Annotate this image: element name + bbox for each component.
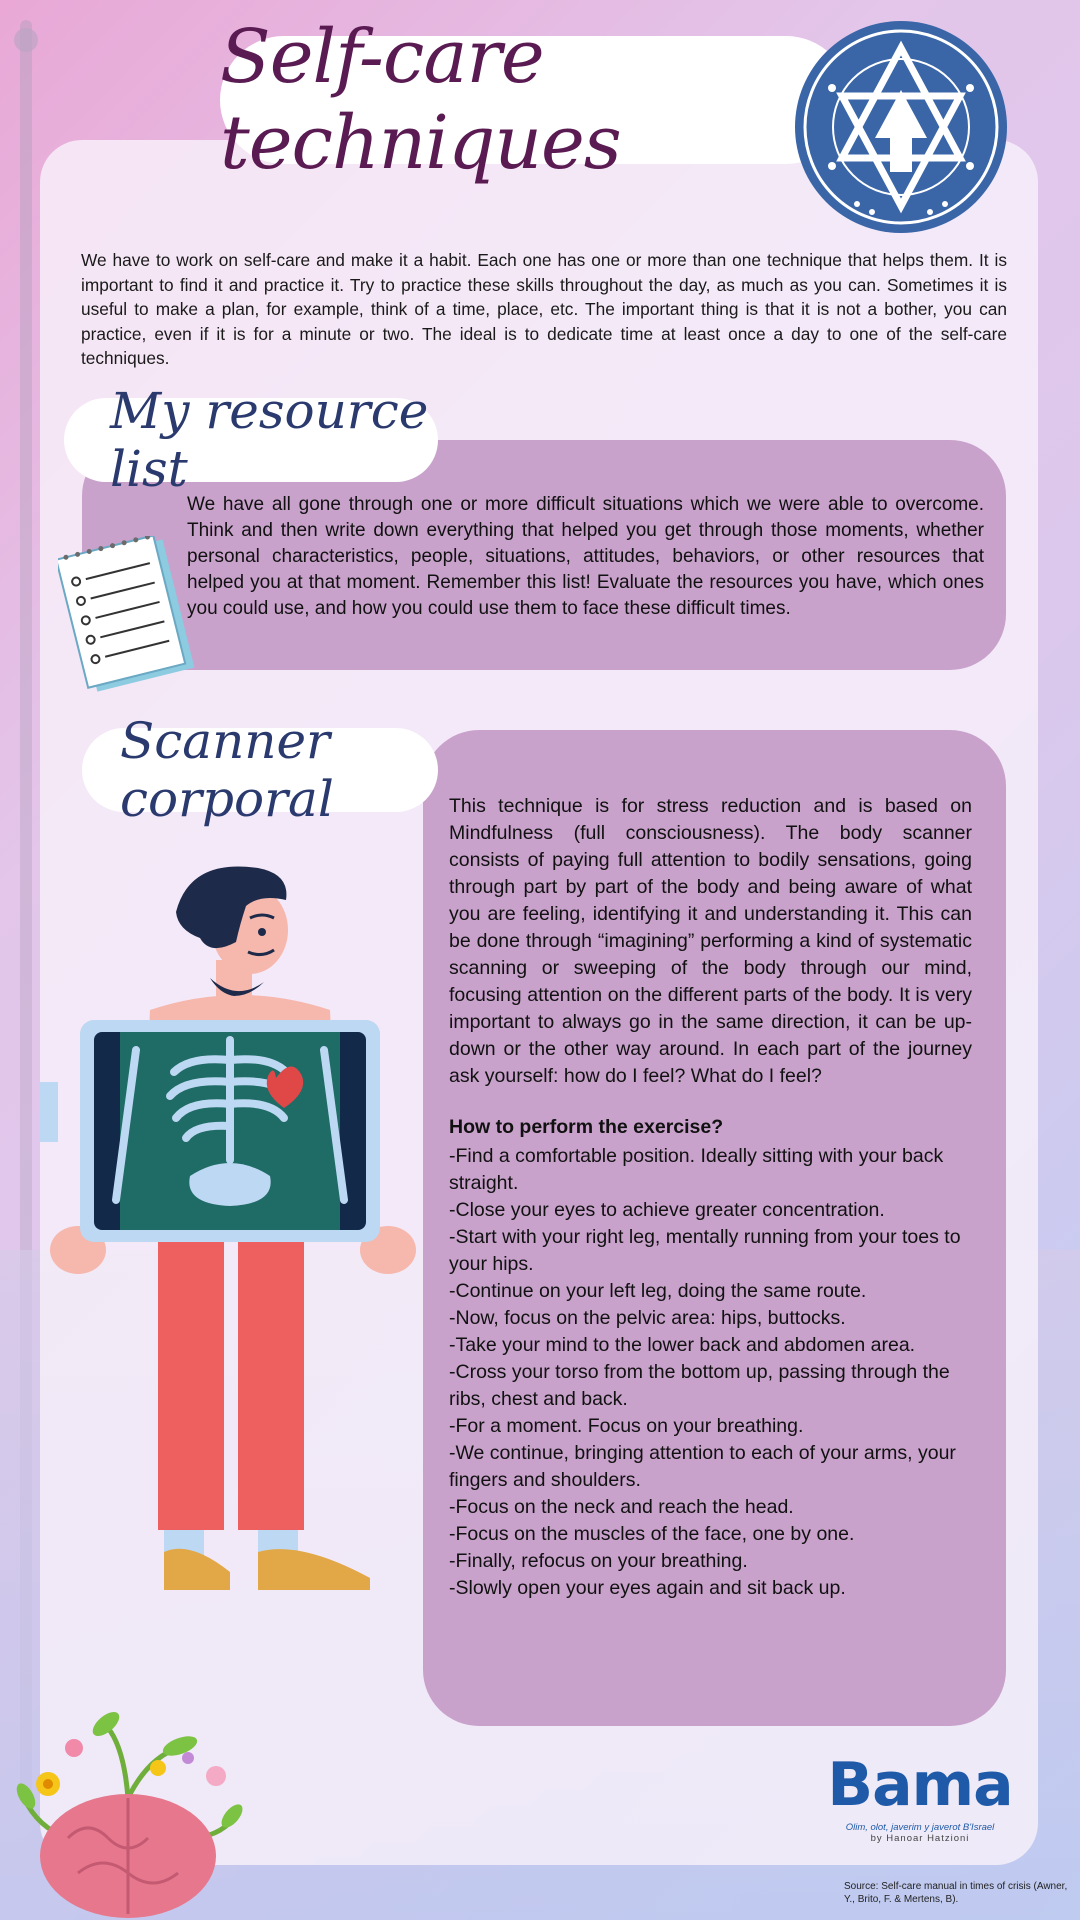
step-item: -Now, focus on the pelvic area: hips, buttocks.: [449, 1307, 846, 1329]
steps-title: How to perform the exercise?: [449, 1116, 724, 1138]
resource-list-heading: My resource list: [110, 382, 429, 498]
step-item: -Slowly open your eyes again and sit back up.: [449, 1577, 846, 1599]
step-item: -Continue on your left leg, doing the same route.: [449, 1280, 867, 1302]
hanoar-emblem-icon: [792, 18, 1010, 236]
source-citation: Source: Self-care manual in times of crisis (Awner, Y., Brito, F. & Mertens, B).: [844, 1881, 1068, 1905]
step-item: -Find a comfortable position. Ideally sitting with your back straight.: [449, 1145, 944, 1194]
step-item: -Start with your right leg, mentally running from your toes to your hips.: [449, 1226, 961, 1275]
resource-list-banner: [64, 382, 438, 498]
step-item: -We continue, bringing attention to each of your arms, your fingers and shoulders.: [449, 1442, 956, 1491]
bama-wordmark: Bama: [827, 1750, 1013, 1820]
resource-list-paragraph: We have all gone through one or more difficult situations which we were able to overcome. Think and then write down everything that helped you get through those moments, whether personal characteristics, people, situations, attitudes, behaviors, or other resources that helped you at that moment. Remember this list! Evaluate the resources you have, which ones you could use, and how you could use them to face these difficult times.: [187, 494, 984, 619]
notepad-icon: [58, 536, 198, 696]
step-item: -Close your eyes to achieve greater concentration.: [449, 1199, 885, 1221]
step-item: -For a moment. Focus on your breathing.: [449, 1415, 804, 1437]
body-scanner-banner: [82, 712, 438, 828]
step-item: -Focus on the neck and reach the head.: [449, 1496, 794, 1518]
bama-logo: [820, 1750, 1020, 1870]
step-item: -Cross your torso from the bottom up, passing through the ribs, chest and back.: [449, 1361, 950, 1410]
step-item: -Take your mind to the lower back and abdomen area.: [449, 1334, 916, 1356]
steps-list: [449, 1143, 972, 1602]
intro-paragraph: We have to work on self-care and make it a habit. Each one has one or more than one technique that helps them. It is important to find it and practice it. Try to practice these skills throughout the day, as much as you can. Sometimes it is useful to make a plan, for example, think of a time, place, etc. The important thing is that it is not a bother, you can practice, even if it is for a minute or two. The ideal is to dedicate time at least once a day to one of the self-care techniques.: [81, 250, 1007, 368]
xray-person-illustration: [40, 860, 430, 1620]
step-item: -Finally, refocus on your breathing.: [449, 1550, 748, 1572]
brain-plant-illustration: [8, 1688, 248, 1920]
bama-byline: by Hanoar Hatzioni: [870, 1833, 970, 1844]
background-flagpole-top: [14, 28, 38, 52]
bama-tagline: Olim, olot, javerim y javerot B'Israel: [845, 1822, 995, 1833]
title-banner: [220, 14, 850, 186]
step-item: -Focus on the muscles of the face, one by one.: [449, 1523, 855, 1545]
body-scanner-description: [449, 793, 972, 1090]
body-scanner-paragraph: This technique is for stress reduction and is based on Mindfulness (full consciousness). The body scanner consists of paying full attention to bodily sensations, going through part by part of the body and being aware of what you are feeling, identifying it and understanding it. This can be done through “imagining” performing a kind of systematic scanning or sweeping of the body through our mind, focusing attention on the different parts of the body. It is very important to always go in the same direction, it can be up-down or the other way around. In each part of the journey ask yourself: how do I feel? What do I feel?: [449, 795, 972, 1087]
page-title: Self-care techniques: [220, 14, 621, 186]
body-scanner-heading: Scanner corporal: [120, 712, 334, 828]
